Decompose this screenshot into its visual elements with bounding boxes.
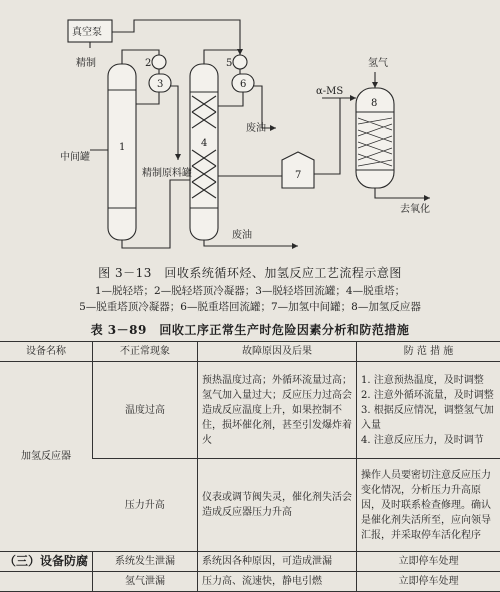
label-intermediate-tank: 中间罐 — [60, 150, 90, 163]
label-hydrogen: 氢气 — [368, 56, 388, 69]
condenser-2 — [152, 55, 166, 69]
measures-cell: 立即停车处理 — [357, 572, 500, 592]
label-vacuum-pump: 真空泵 — [72, 25, 102, 38]
measures-cell — [357, 362, 500, 459]
num-6: 6 — [240, 79, 246, 90]
measure-item: 3. 根据反应情况，调整氢气加入量 — [361, 403, 496, 433]
condenser-5 — [233, 55, 247, 69]
cause-cell: 预热温度过高；外循环流量过高；氢气加入量过大；反应压力过高会造成反应温度上升，如果控制不住，损坏催化剂，甚至引发爆炸着火 — [198, 362, 357, 459]
cause-cell: 压力高、流速快，静电引燃 — [198, 572, 357, 592]
num-4: 4 — [201, 138, 207, 149]
label-to-oxidation: 去氧化 — [400, 202, 430, 215]
device-cell — [0, 572, 93, 592]
phenomenon-cell: 压力升高 — [93, 459, 198, 552]
process-flow-diagram — [0, 0, 500, 262]
phenomenon-cell: 温度过高 — [93, 362, 198, 459]
cause-cell: 系统因各种原因，可造成泄漏 — [198, 552, 357, 572]
device-cell: 加氢反应器 — [0, 362, 93, 552]
header-cause: 故障原因及后果 — [198, 342, 357, 362]
table-header-row — [0, 342, 500, 362]
label-waste-oil-2: 废油 — [232, 228, 252, 241]
num-7: 7 — [295, 170, 301, 181]
figure-legend-line-2: 5—脱重塔顶冷凝器；6—脱重塔回流罐；7—加氢中间罐；8—加氢反应器 — [0, 299, 500, 315]
figure-caption: 图 3－13 回收系统循环烃、加氢反应工艺流程示意图 — [0, 264, 500, 281]
header-phenomenon: 不正常现象 — [93, 342, 198, 362]
measure-item: 1. 注意预热温度，及时调整 — [361, 373, 496, 388]
phenomenon-cell: 氢气泄漏 — [93, 572, 198, 592]
label-refined-feed-tank: 精制原料罐 — [142, 166, 192, 179]
measures-cell: 操作人员要密切注意反应压力变化情况，分析压力升高原因，及时联系检查修理。确认是催化剂失活所至，应向领导汇报，并采取停车活化程序 — [357, 459, 500, 552]
num-3: 3 — [157, 79, 163, 90]
header-measures: 防 范 措 施 — [357, 342, 500, 362]
table-title: 表 3－89 回收工序正常生产时危险因素分析和防范措施 — [0, 321, 500, 338]
label-refine: 精制 — [76, 56, 96, 69]
label-waste-oil-1: 废油 — [246, 121, 266, 134]
label-alpha-ms: α-MS — [316, 86, 343, 97]
figure-legend-line-1: 1—脱轻塔；2—脱轻塔顶冷凝器；3—脱轻塔回流罐；4—脱重塔； — [0, 283, 500, 299]
header-device: 设备名称 — [0, 342, 93, 362]
phenomenon-cell: 系统发生泄漏 — [93, 552, 198, 572]
cause-cell: 仪表或调节阀失灵，催化剂失活会造成反应器压力升高 — [198, 459, 357, 552]
table-row — [0, 362, 500, 459]
section-heading: （三）设备防腐 — [4, 552, 88, 569]
num-1: 1 — [119, 142, 125, 153]
num-5: 5 — [226, 58, 232, 69]
measures-cell: 立即停车处理 — [357, 552, 500, 572]
table-row — [0, 572, 500, 592]
num-8: 8 — [371, 98, 377, 109]
measure-item: 2. 注意外循环流量，及时调整 — [361, 388, 496, 403]
num-2: 2 — [145, 58, 151, 69]
measure-item: 4. 注意反应压力，及时调节 — [361, 433, 496, 448]
